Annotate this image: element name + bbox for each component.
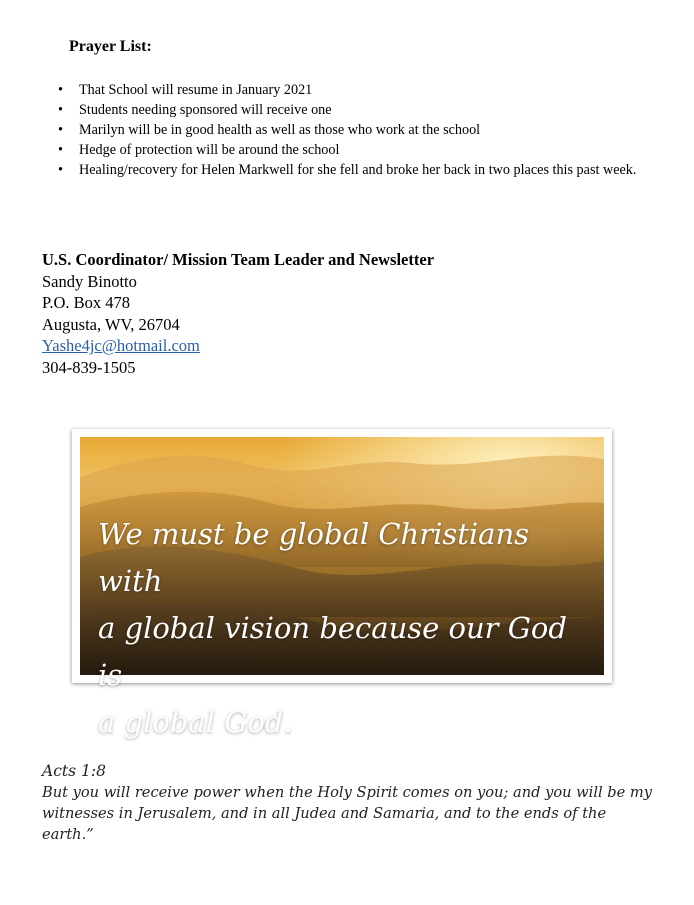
list-item: • Hedge of protection will be around the school — [58, 140, 652, 160]
verse-reference: Acts 1:8 — [42, 762, 106, 780]
prayer-list-title: Prayer List: — [69, 38, 152, 55]
contact-block — [42, 249, 434, 378]
list-item: • That School will resume in January 2021 — [58, 80, 652, 100]
banner-quote-line: a global vision because our God is — [98, 611, 567, 692]
banner-quote-line: We must be global Christians with — [98, 517, 530, 598]
contact-name: Sandy Binotto — [42, 271, 137, 291]
list-item: • Marilyn will be in good health as well as those who work at the school — [58, 120, 652, 140]
contact-phone: 304-839-1505 — [42, 357, 136, 377]
banner-quote-line: a global God. — [98, 705, 293, 739]
banner-quote-text — [98, 511, 594, 746]
list-item: • Students needing sponsored will receive one — [58, 100, 652, 120]
contact-heading: U.S. Coordinator/ Mission Team Leader and Newsletter — [42, 250, 435, 269]
scripture-verse — [42, 761, 662, 845]
quote-banner-image — [72, 429, 612, 739]
list-item: • Healing/recovery for Helen Markwell for she fell and broke her back in two places this past week. — [58, 160, 652, 180]
contact-po-box: P.O. Box 478 — [42, 293, 131, 312]
desert-dunes-image — [80, 437, 604, 739]
contact-city: Augusta, WV, 26704 — [42, 314, 180, 334]
verse-text: But you will receive power when the Holy Spirit comes on you; and you will be my witnesses in Jerusalem, and in all Judea and Samaria, and to the ends of the earth.” — [42, 784, 652, 843]
prayer-list — [58, 80, 652, 180]
contact-email-link[interactable]: Yashe4jc@hotmail.com — [42, 336, 200, 355]
